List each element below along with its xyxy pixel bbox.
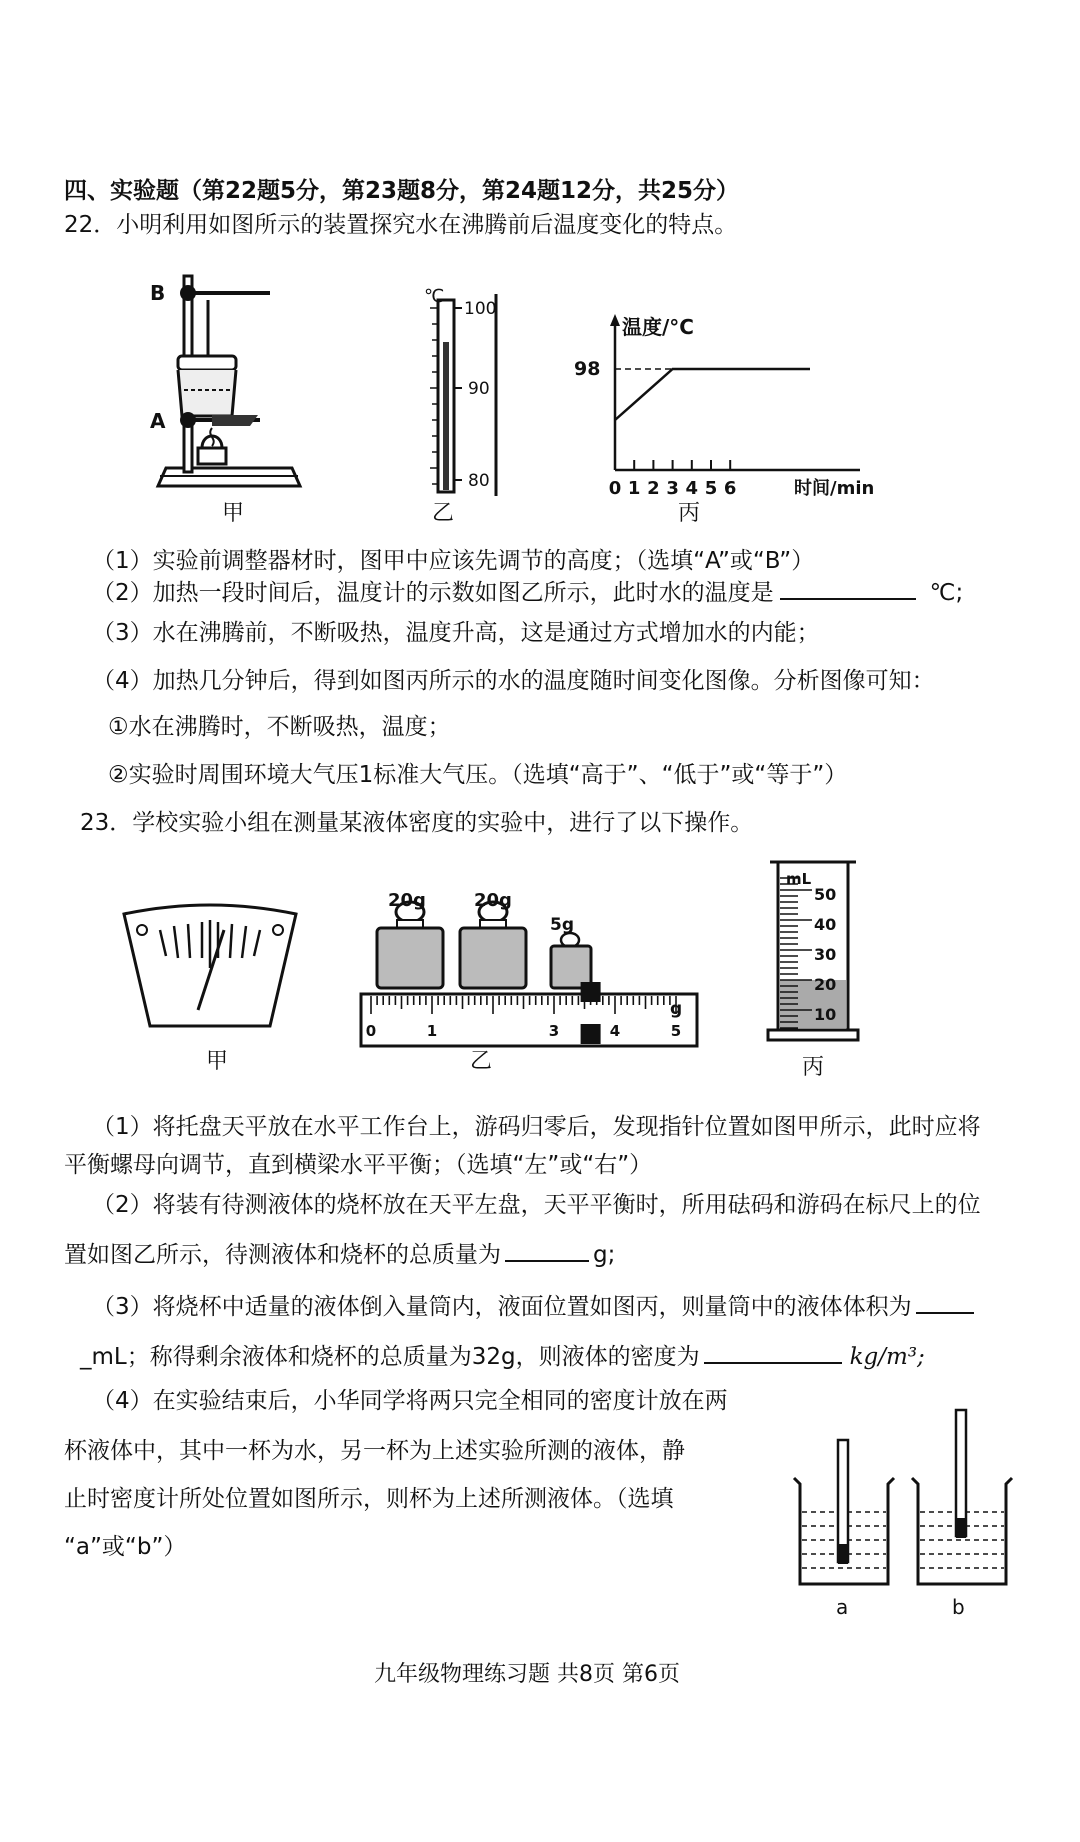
x-tick-label-3: 3 — [666, 478, 679, 499]
scale-label-3: 3 — [548, 1022, 560, 1040]
q23-bing-caption: 丙 — [802, 1055, 825, 1080]
cyl-tick-50: 50 — [814, 885, 837, 904]
rider-top — [581, 982, 601, 1002]
weight-2-label: 20g — [474, 890, 512, 911]
q23-p1-a: （1）将托盘天平放在水平工作台上，游码归零后，发现指针位置如图甲所示，此时应将 — [92, 1114, 981, 1140]
x-tick-label-5: 5 — [704, 478, 718, 499]
q22-p2-text: （2）加热一段时间后，温度计的示数如图乙所示，此时水的温度是 — [92, 580, 774, 606]
q22-stem: 22．小明利用如图所示的装置探究水在沸腾前后温度变化的特点。 — [64, 212, 738, 238]
cyl-tick-40: 40 — [814, 915, 837, 934]
scale-label-4: 4 — [609, 1022, 621, 1040]
q23-stem: 23．学校实验小组在测量某液体密度的实验中，进行了以下操作。 — [80, 810, 754, 836]
q22-p4-1: ①水在沸腾时，不断吸热，温度； — [108, 714, 451, 740]
q22-jia-caption: 甲 — [222, 501, 245, 526]
q23-p4-a: （4）在实验结束后，小华同学将两只完全相同的密度计放在两 — [92, 1388, 728, 1414]
thermometer-liquid — [443, 342, 449, 490]
q23-p4-d: “a”或“b”） — [64, 1534, 187, 1560]
rider-bottom — [581, 1024, 601, 1044]
q23-p2-unit: g; — [593, 1242, 616, 1268]
section-title: 四、实验题（第22题5分，第23题8分，第24题12分，共25分） — [64, 178, 740, 204]
q22-p3: （3）水在沸腾前，不断吸热，温度升高，这是通过方式增加水的内能； — [92, 620, 820, 646]
x-tick-label-2: 2 — [647, 478, 660, 499]
q23-p3-b-line — [80, 1340, 925, 1372]
q23-jia-caption: 甲 — [206, 1049, 229, 1074]
cyl-tick-20: 20 — [814, 975, 837, 994]
q22-bing-caption: 丙 — [678, 501, 701, 526]
cyl-tick-10: 10 — [814, 1005, 837, 1024]
x-tick-label-6: 6 — [723, 478, 737, 499]
thermo-tick-90: 90 — [468, 379, 490, 399]
cylinder-unit: mL — [786, 870, 812, 888]
page-footer: 九年级物理练习题 共8页 第6页 — [374, 1662, 680, 1687]
label-a: A — [150, 409, 166, 433]
q22-p2-unit: ℃; — [929, 580, 964, 606]
beaker-a — [794, 1440, 894, 1584]
q23-p3-density-unit: kg/m³; — [849, 1344, 925, 1370]
q23-p2 — [64, 1238, 615, 1270]
thermo-tick-100: 100 — [464, 299, 497, 319]
q23-yi-caption: 乙 — [470, 1049, 493, 1074]
q23-p2-blank[interactable] — [505, 1238, 589, 1262]
chart-y-98: 98 — [574, 358, 601, 380]
x-tick-label-0: 0 — [608, 478, 622, 499]
series-line-water-temp — [615, 369, 810, 420]
q22-yi-caption: 乙 — [432, 501, 455, 526]
scale-label-1: 1 — [426, 1022, 438, 1040]
x-tick-label-1: 1 — [627, 478, 641, 499]
q23-fig-jia-pointer-scale — [120, 900, 300, 1040]
thermo-tick-80: 80 — [468, 471, 490, 491]
label-b: B — [150, 281, 166, 305]
q23-p2-text: 置如图乙所示，待测液体和烧杯的总质量为 — [64, 1242, 501, 1268]
x-tick-label-4: 4 — [685, 478, 699, 499]
beaker-b-label: b — [952, 1595, 965, 1619]
q23-p3-b: _mL；称得剩余液体和烧杯的总质量为32g，则液体的密度为 — [80, 1344, 700, 1370]
q23-fig-hydrometers — [790, 1410, 1020, 1590]
chart-ylabel: 温度/°C — [622, 315, 694, 339]
q23-p2-a: （2）将装有待测液体的烧杯放在天平左盘，天平平衡时，所用砝码和游码在标尺上的位 — [92, 1192, 981, 1218]
q22-fig-jia-stand — [150, 260, 310, 500]
weight-3-label: 5g — [550, 915, 574, 935]
beaker-a-label: a — [836, 1595, 849, 1619]
beaker-b — [912, 1410, 1012, 1584]
q22-p4: （4）加热几分钟后，得到如图丙所示的水的温度随时间变化图像。分析图像可知： — [92, 668, 935, 694]
q22-p4-2: ②实验时周围环境大气压1标准大气压。（选填“高于”、“低于”或“等于”） — [108, 762, 848, 788]
q23-p3-blank-1[interactable] — [916, 1290, 974, 1314]
scale-label-0: 0 — [365, 1022, 377, 1040]
q23-p4-c: 止时密度计所处位置如图所示，则杯为上述所测液体。（选填 — [64, 1486, 674, 1512]
q23-p4-b: 杯液体中，其中一杯为水，另一杯为上述实验所测的液体，静 — [64, 1438, 685, 1464]
q23-p1-b: 平衡螺母向调节，直到横梁水平平衡；（选填“左”或“右”） — [64, 1152, 653, 1178]
cyl-tick-30: 30 — [814, 945, 837, 964]
q22-p2-blank[interactable] — [780, 576, 916, 600]
q22-p2 — [92, 576, 963, 608]
scale-label-5: 5 — [670, 1022, 682, 1040]
q23-p3-a: （3）将烧杯中适量的液体倒入量筒内，液面位置如图丙，则量筒中的液体体积为 — [92, 1294, 912, 1320]
scale-unit: g — [670, 999, 683, 1019]
thermo-unit: ℃ — [424, 286, 445, 307]
chart-xlabel: 时间/min — [794, 478, 875, 499]
q23-p3-a-line — [92, 1290, 974, 1322]
weight-1-label: 20g — [388, 890, 426, 911]
q22-p1: （1）实验前调整器材时，图甲中应该先调节的高度；（选填“A”或“B”） — [92, 548, 815, 574]
q23-p3-blank-2[interactable] — [704, 1340, 842, 1364]
